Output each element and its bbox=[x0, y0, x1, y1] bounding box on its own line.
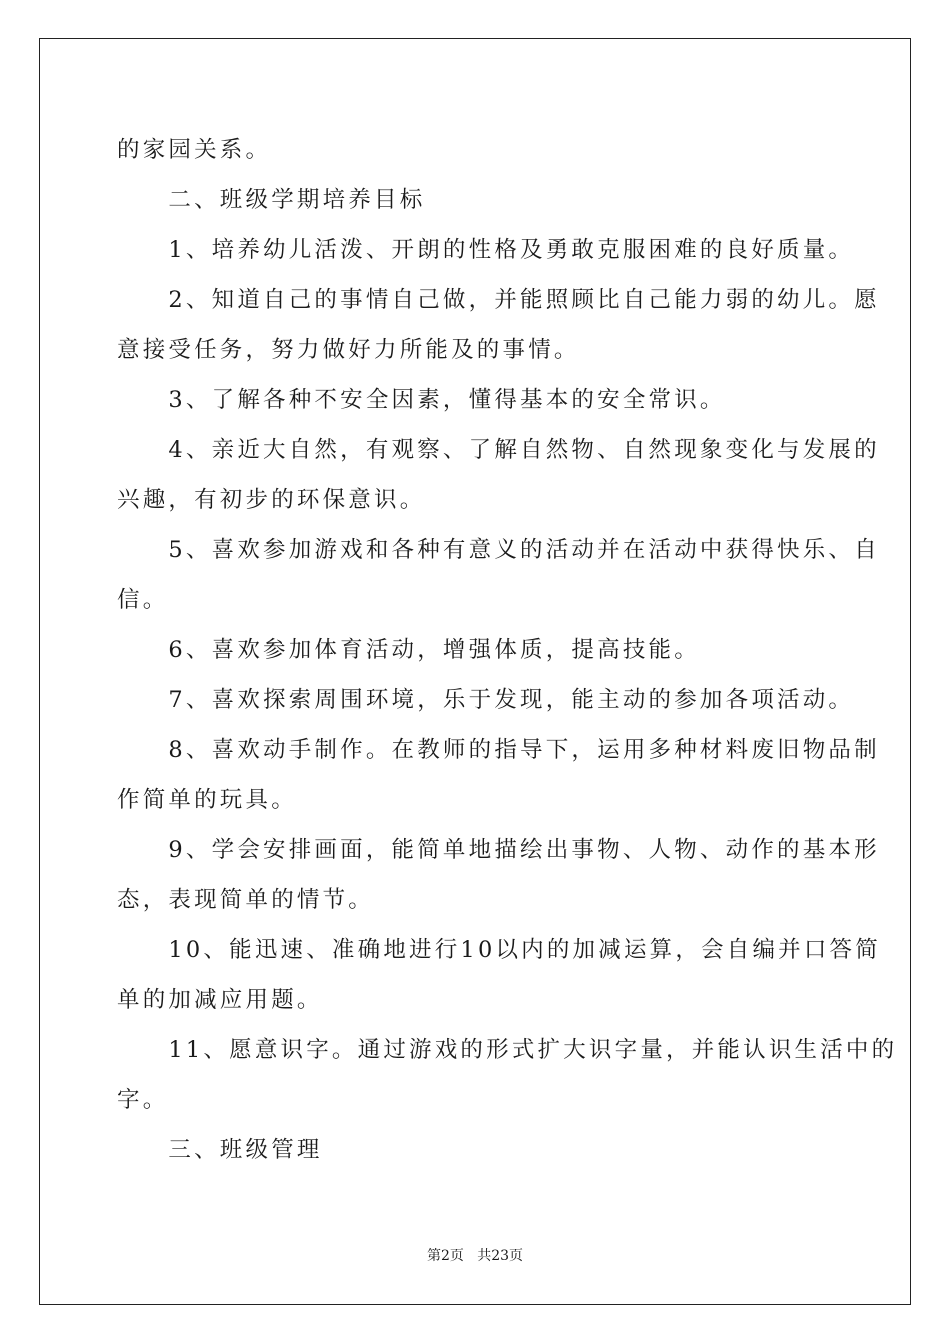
text-line: 8、喜欢动手制作。在教师的指导下，运用多种材料废旧物品制 bbox=[117, 737, 880, 763]
text-line: 7、喜欢探索周围环境，乐于发现，能主动的参加各项活动。 bbox=[117, 687, 855, 713]
text-line: 6、喜欢参加体育活动，增强体质，提高技能。 bbox=[117, 637, 700, 663]
text-line: 5、喜欢参加游戏和各种有意义的活动并在活动中获得快乐、自 bbox=[117, 537, 880, 563]
text-line: 单的加减应用题。 bbox=[117, 987, 323, 1013]
section-heading: 二、班级学期培养目标 bbox=[117, 187, 426, 213]
text-line: 1、培养幼儿活泼、开朗的性格及勇敢克服困难的良好质量。 bbox=[117, 237, 855, 263]
text-line: 3、了解各种不安全因素，懂得基本的安全常识。 bbox=[117, 387, 726, 413]
text-line: 信。 bbox=[117, 587, 169, 613]
text-line: 4、亲近大自然，有观察、了解自然物、自然现象变化与发展的 bbox=[117, 437, 880, 463]
section-heading: 三、班级管理 bbox=[117, 1137, 323, 1163]
text-line: 的家园关系。 bbox=[117, 137, 272, 163]
text-line: 11、愿意识字。通过游戏的形式扩大识字量，并能认识生活中的 bbox=[117, 1037, 898, 1063]
text-line: 9、学会安排画面，能简单地描绘出事物、人物、动作的基本形 bbox=[117, 837, 880, 863]
text-line: 态，表现简单的情节。 bbox=[117, 887, 375, 913]
text-line: 兴趣，有初步的环保意识。 bbox=[117, 487, 426, 513]
text-line: 作简单的玩具。 bbox=[117, 787, 297, 813]
text-line: 字。 bbox=[117, 1087, 169, 1113]
page-number-footer: 第2页 共23页 bbox=[426, 1248, 524, 1264]
text-line: 2、知道自己的事情自己做，并能照顾比自己能力弱的幼儿。愿 bbox=[117, 287, 880, 313]
text-line: 意接受任务，努力做好力所能及的事情。 bbox=[117, 337, 580, 363]
text-line: 10、能迅速、准确地进行10以内的加减运算，会自编并口答简 bbox=[117, 937, 881, 963]
